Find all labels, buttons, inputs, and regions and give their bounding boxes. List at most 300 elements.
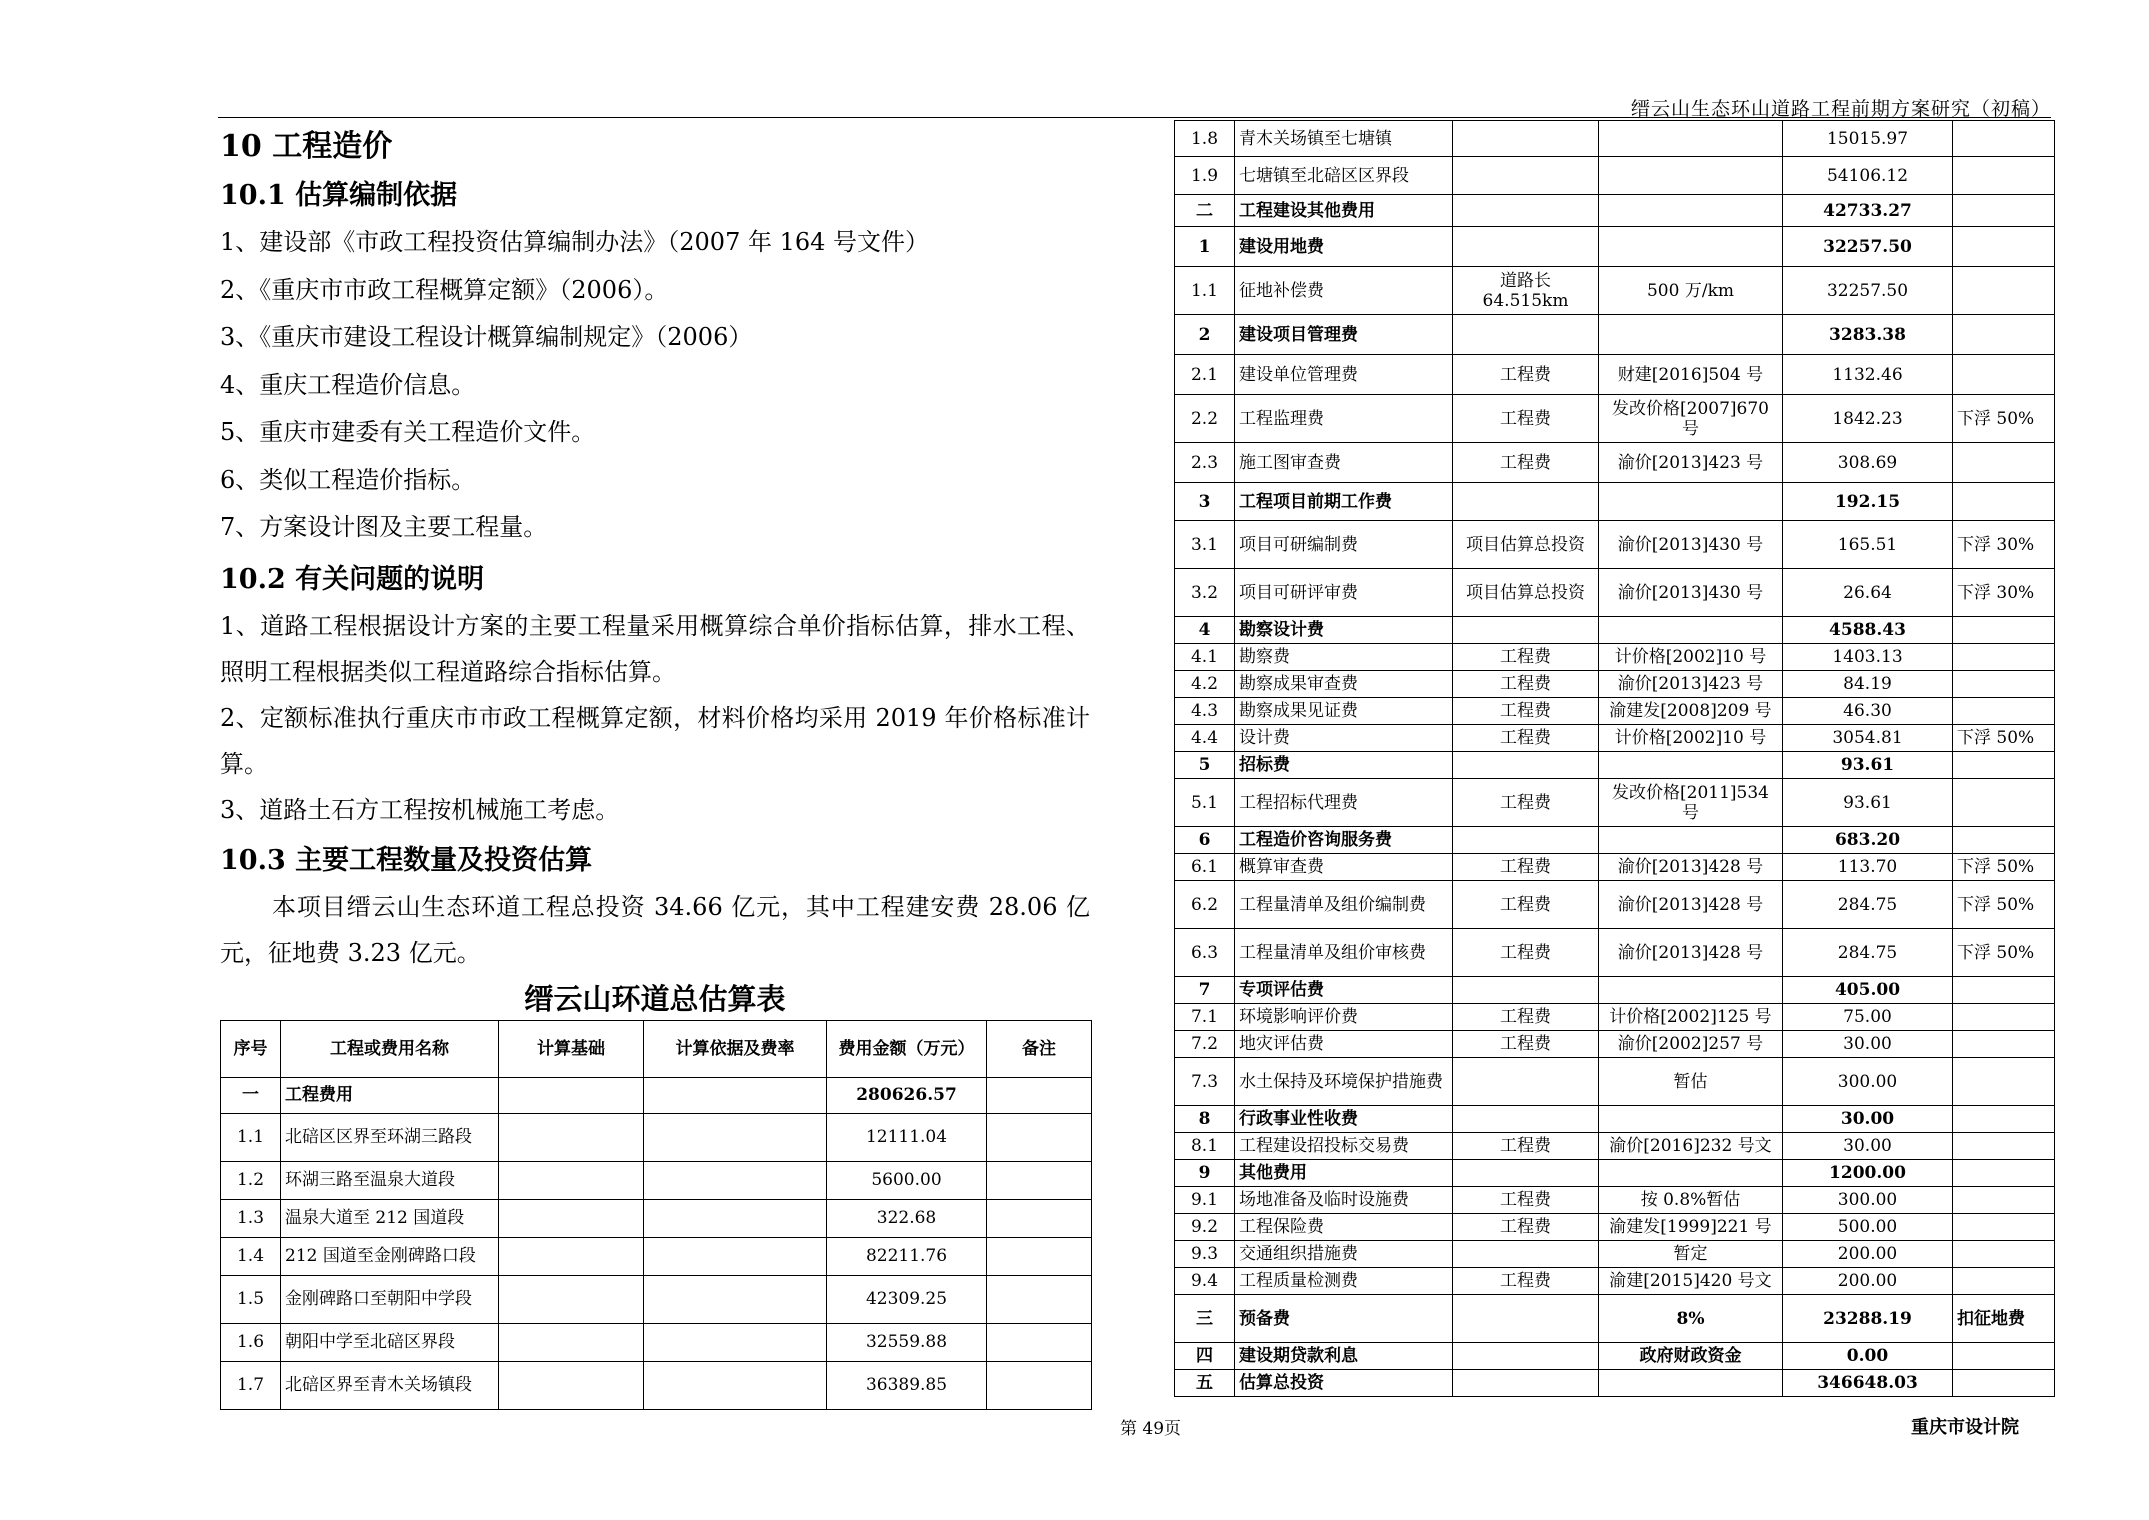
cell-no: 2.2 xyxy=(1175,395,1235,443)
page-number: 第 49页 xyxy=(1120,1419,1182,1439)
basis-item: 3、《重庆市建设工程设计概算编制规定》（2006） xyxy=(220,323,753,351)
basis-item: 6、类似工程造价指标。 xyxy=(220,465,476,494)
cell-note xyxy=(1953,443,2055,483)
cell-no: 2 xyxy=(1175,315,1235,355)
cell-basis: 渝价[2013]430 号 xyxy=(1599,521,1783,569)
cell-base xyxy=(1453,827,1599,854)
table-row xyxy=(1175,671,2055,698)
cell-base: 工程费 xyxy=(1453,671,1599,698)
cell-note xyxy=(987,1077,1092,1113)
cell-base: 工程费 xyxy=(1453,1004,1599,1031)
cell-no: 6.2 xyxy=(1175,881,1235,929)
cell-no: 1.9 xyxy=(1175,157,1235,195)
cell-basis: 渝建发[2008]209 号 xyxy=(1599,698,1783,725)
cell-basis xyxy=(1599,977,1783,1004)
table-row xyxy=(1175,1187,2055,1214)
cell-basis: 渝价[2013]430 号 xyxy=(1599,569,1783,617)
cell-no: 6.1 xyxy=(1175,854,1235,881)
cell-amount: 4588.43 xyxy=(1783,617,1953,644)
table-row xyxy=(1175,1268,2055,1295)
basis-item: 4、重庆工程造价信息。 xyxy=(220,370,476,399)
cell-name: 建设期贷款利息 xyxy=(1235,1343,1453,1370)
cell-name: 温泉大道至 212 国道段 xyxy=(281,1199,499,1237)
note-paragraph: 3、道路土石方工程按机械施工考虑。 xyxy=(220,795,620,824)
table-row xyxy=(1175,644,2055,671)
cell-name: 预备费 xyxy=(1235,1295,1453,1343)
cell-amount: 84.19 xyxy=(1783,671,1953,698)
cell-amount: 82211.76 xyxy=(827,1237,987,1275)
header-rule xyxy=(218,117,2051,118)
cell-base xyxy=(1453,195,1599,227)
cell-no: 1.3 xyxy=(221,1199,281,1237)
cell-name: 招标费 xyxy=(1235,752,1453,779)
cell-amount: 113.70 xyxy=(1783,854,1953,881)
cell-basis xyxy=(1599,827,1783,854)
cell-basis xyxy=(644,1361,827,1409)
cell-name: 工程费用 xyxy=(281,1077,499,1113)
institute-name: 重庆市设计院 xyxy=(1911,1417,2019,1438)
cell-name: 金刚碑路口至朝阳中学段 xyxy=(281,1275,499,1323)
cell-no: 1.4 xyxy=(221,1237,281,1275)
cell-amount: 30.00 xyxy=(1783,1133,1953,1160)
cell-base: 工程费 xyxy=(1453,929,1599,977)
cell-no: 二 xyxy=(1175,195,1235,227)
cell-note xyxy=(987,1199,1092,1237)
cell-note xyxy=(1953,315,2055,355)
table-row xyxy=(221,1361,1092,1409)
cell-name: 朝阳中学至北碚区界段 xyxy=(281,1323,499,1361)
cell-note xyxy=(1953,671,2055,698)
cell-basis xyxy=(644,1199,827,1237)
cell-note: 下浮 50% xyxy=(1953,725,2055,752)
table-row xyxy=(1175,157,2055,195)
cell-basis xyxy=(1599,1370,1783,1397)
cell-amount: 32559.88 xyxy=(827,1323,987,1361)
cell-note xyxy=(1953,779,2055,827)
cell-no: 9.1 xyxy=(1175,1187,1235,1214)
cell-basis: 渝价[2013]423 号 xyxy=(1599,671,1783,698)
table-row xyxy=(1175,881,2055,929)
cell-base: 工程费 xyxy=(1453,644,1599,671)
cell-amount: 3283.38 xyxy=(1783,315,1953,355)
cell-base: 工程费 xyxy=(1453,881,1599,929)
table-row xyxy=(221,1323,1092,1361)
cell-amount: 46.30 xyxy=(1783,698,1953,725)
table-row xyxy=(1175,1004,2055,1031)
cell-no: 4.2 xyxy=(1175,671,1235,698)
cell-note xyxy=(1953,977,2055,1004)
cell-basis: 暂定 xyxy=(1599,1241,1783,1268)
cell-note xyxy=(987,1323,1092,1361)
cell-no: 1.5 xyxy=(221,1275,281,1323)
cell-name: 工程监理费 xyxy=(1235,395,1453,443)
cell-no: 3.1 xyxy=(1175,521,1235,569)
cell-name: 工程建设其他费用 xyxy=(1235,195,1453,227)
cell-amount: 75.00 xyxy=(1783,1004,1953,1031)
cell-note xyxy=(987,1161,1092,1199)
header-cell-basis: 计算依据及费率 xyxy=(644,1020,827,1077)
cell-name: 概算审查费 xyxy=(1235,854,1453,881)
cell-note xyxy=(1953,1133,2055,1160)
section-title-10-1: 10.1 估算编制依据 xyxy=(220,180,458,211)
cell-amount: 192.15 xyxy=(1783,483,1953,521)
table-row xyxy=(221,1199,1092,1237)
cell-base xyxy=(1453,483,1599,521)
cell-no: 6 xyxy=(1175,827,1235,854)
cell-amount: 26.64 xyxy=(1783,569,1953,617)
cell-name: 工程量清单及组价编制费 xyxy=(1235,881,1453,929)
cell-amount: 93.61 xyxy=(1783,752,1953,779)
cell-basis xyxy=(644,1275,827,1323)
cell-note: 下浮 50% xyxy=(1953,881,2055,929)
header-cell-name: 工程或费用名称 xyxy=(281,1020,499,1077)
cell-basis xyxy=(1599,617,1783,644)
cell-basis xyxy=(644,1113,827,1161)
cell-note xyxy=(1953,1058,2055,1106)
table-row xyxy=(1175,483,2055,521)
table-row xyxy=(1175,698,2055,725)
cell-note xyxy=(1953,644,2055,671)
cell-name: 工程造价咨询服务费 xyxy=(1235,827,1453,854)
table-row xyxy=(1175,1106,2055,1133)
cell-base xyxy=(1453,752,1599,779)
cell-name: 场地准备及临时设施费 xyxy=(1235,1187,1453,1214)
cell-no: 1.8 xyxy=(1175,121,1235,157)
cell-note: 扣征地费 xyxy=(1953,1295,2055,1343)
basis-list xyxy=(220,219,1090,552)
cell-amount: 683.20 xyxy=(1783,827,1953,854)
table-row xyxy=(1175,395,2055,443)
cell-note xyxy=(1953,1106,2055,1133)
cell-name: 勘察成果见证费 xyxy=(1235,698,1453,725)
cell-name: 行政事业性收费 xyxy=(1235,1106,1453,1133)
header-cell-note: 备注 xyxy=(987,1020,1092,1077)
basis-item: 2、《重庆市市政工程概算定额》（2006）。 xyxy=(220,275,669,304)
table-row xyxy=(1175,827,2055,854)
cell-note xyxy=(1953,121,2055,157)
cell-base xyxy=(1453,227,1599,267)
cell-amount: 200.00 xyxy=(1783,1268,1953,1295)
table-row xyxy=(1175,1343,2055,1370)
table-row xyxy=(1175,315,2055,355)
cell-name: 工程项目前期工作费 xyxy=(1235,483,1453,521)
table-row xyxy=(1175,569,2055,617)
cell-base xyxy=(1453,1058,1599,1106)
notes-list xyxy=(220,603,1090,833)
cell-base xyxy=(1453,977,1599,1004)
cell-note xyxy=(987,1237,1092,1275)
cell-amount: 15015.97 xyxy=(1783,121,1953,157)
cell-name: 项目可研评审费 xyxy=(1235,569,1453,617)
cell-amount: 322.68 xyxy=(827,1199,987,1237)
cell-name: 建设单位管理费 xyxy=(1235,355,1453,395)
table-row xyxy=(1175,1160,2055,1187)
cell-amount: 42733.27 xyxy=(1783,195,1953,227)
table-header-row xyxy=(221,1020,1092,1077)
cell-base xyxy=(499,1275,644,1323)
cell-base: 项目估算总投资 xyxy=(1453,569,1599,617)
cell-note xyxy=(1953,1187,2055,1214)
cell-amount: 30.00 xyxy=(1783,1106,1953,1133)
table-row xyxy=(1175,121,2055,157)
header-cell-amount: 费用金额（万元） xyxy=(827,1020,987,1077)
cell-basis: 渝价[2013]428 号 xyxy=(1599,854,1783,881)
cell-name: 施工图审查费 xyxy=(1235,443,1453,483)
cell-basis: 渝价[2016]232 号文 xyxy=(1599,1133,1783,1160)
cell-amount: 300.00 xyxy=(1783,1187,1953,1214)
cell-amount: 30.00 xyxy=(1783,1031,1953,1058)
cell-note xyxy=(1953,227,2055,267)
cell-name: 工程保险费 xyxy=(1235,1214,1453,1241)
cell-amount: 300.00 xyxy=(1783,1058,1953,1106)
cell-name: 北碚区区界至环湖三路段 xyxy=(281,1113,499,1161)
header-cell-no: 序号 xyxy=(221,1020,281,1077)
cell-base xyxy=(1453,1343,1599,1370)
table-row xyxy=(1175,443,2055,483)
cell-no: 4.1 xyxy=(1175,644,1235,671)
cell-name: 征地补偿费 xyxy=(1235,267,1453,315)
cell-note: 下浮 50% xyxy=(1953,395,2055,443)
cell-base: 工程费 xyxy=(1453,779,1599,827)
cell-no: 9.3 xyxy=(1175,1241,1235,1268)
cell-base xyxy=(1453,157,1599,195)
table-row xyxy=(221,1113,1092,1161)
cell-amount: 200.00 xyxy=(1783,1241,1953,1268)
table-row xyxy=(1175,267,2055,315)
cell-note xyxy=(1953,483,2055,521)
header-cell-base: 计算基础 xyxy=(499,1020,644,1077)
cell-amount: 32257.50 xyxy=(1783,227,1953,267)
cell-amount: 23288.19 xyxy=(1783,1295,1953,1343)
cell-note: 下浮 30% xyxy=(1953,569,2055,617)
cell-no: 5.1 xyxy=(1175,779,1235,827)
cell-basis: 计价格[2002]10 号 xyxy=(1599,725,1783,752)
table-row xyxy=(1175,1241,2055,1268)
cell-basis: 发改价格[2007]670 号 xyxy=(1599,395,1783,443)
cell-basis xyxy=(1599,195,1783,227)
section-title-10-2: 10.2 有关问题的说明 xyxy=(220,563,485,595)
table-row xyxy=(1175,1133,2055,1160)
cell-note xyxy=(1953,617,2055,644)
cell-name: 北碚区界至青木关场镇段 xyxy=(281,1361,499,1409)
cell-basis: 渝价[2002]257 号 xyxy=(1599,1031,1783,1058)
cell-name: 其他费用 xyxy=(1235,1160,1453,1187)
cell-basis xyxy=(644,1077,827,1113)
cell-note xyxy=(1953,1214,2055,1241)
cell-basis: 暂估 xyxy=(1599,1058,1783,1106)
cell-base xyxy=(499,1361,644,1409)
cell-basis: 政府财政资金 xyxy=(1599,1343,1783,1370)
cell-name: 工程质量检测费 xyxy=(1235,1268,1453,1295)
cell-base: 工程费 xyxy=(1453,1133,1599,1160)
cell-amount: 284.75 xyxy=(1783,881,1953,929)
table-row xyxy=(1175,1031,2055,1058)
cell-no: 6.3 xyxy=(1175,929,1235,977)
cell-base xyxy=(1453,1295,1599,1343)
table-row xyxy=(1175,195,2055,227)
cell-basis xyxy=(1599,315,1783,355)
cell-base xyxy=(499,1199,644,1237)
cell-no: 四 xyxy=(1175,1343,1235,1370)
cell-amount: 346648.03 xyxy=(1783,1370,1953,1397)
cell-name: 青木关场镇至七塘镇 xyxy=(1235,121,1453,157)
cell-note: 下浮 50% xyxy=(1953,929,2055,977)
cell-base: 工程费 xyxy=(1453,1268,1599,1295)
cell-basis: 发改价格[2011]534 号 xyxy=(1599,779,1783,827)
cell-amount: 5600.00 xyxy=(827,1161,987,1199)
cell-amount: 405.00 xyxy=(1783,977,1953,1004)
cell-base xyxy=(1453,1160,1599,1187)
cell-no: 五 xyxy=(1175,1370,1235,1397)
cell-amount: 93.61 xyxy=(1783,779,1953,827)
table-row xyxy=(221,1161,1092,1199)
cell-basis: 计价格[2002]10 号 xyxy=(1599,644,1783,671)
cell-basis xyxy=(1599,121,1783,157)
table-row xyxy=(1175,1214,2055,1241)
cell-no: 3.2 xyxy=(1175,569,1235,617)
cell-name: 七塘镇至北碚区区界段 xyxy=(1235,157,1453,195)
table-row xyxy=(1175,929,2055,977)
cell-base xyxy=(1453,121,1599,157)
cell-name: 212 国道至金刚碑路口段 xyxy=(281,1237,499,1275)
cell-no: 7.3 xyxy=(1175,1058,1235,1106)
cell-amount: 280626.57 xyxy=(827,1077,987,1113)
cell-name: 专项评估费 xyxy=(1235,977,1453,1004)
cell-name: 设计费 xyxy=(1235,725,1453,752)
cell-amount: 308.69 xyxy=(1783,443,1953,483)
basis-item: 7、方案设计图及主要工程量。 xyxy=(220,513,548,541)
cell-base: 工程费 xyxy=(1453,443,1599,483)
cell-no: 1.6 xyxy=(221,1323,281,1361)
cell-amount: 42309.25 xyxy=(827,1275,987,1323)
cell-amount: 1842.23 xyxy=(1783,395,1953,443)
table-row xyxy=(221,1237,1092,1275)
table-row xyxy=(221,1077,1092,1113)
cell-basis: 财建[2016]504 号 xyxy=(1599,355,1783,395)
cell-basis xyxy=(1599,1160,1783,1187)
cell-base: 道路长 64.515km xyxy=(1453,267,1599,315)
estimate-table-left xyxy=(220,1020,1092,1410)
cell-no: 9.4 xyxy=(1175,1268,1235,1295)
cell-name: 工程量清单及组价审核费 xyxy=(1235,929,1453,977)
cell-no: 8 xyxy=(1175,1106,1235,1133)
cell-amount: 36389.85 xyxy=(827,1361,987,1409)
cell-name: 水土保持及环境保护措施费 xyxy=(1235,1058,1453,1106)
cell-note xyxy=(1953,1343,2055,1370)
cell-name: 工程招标代理费 xyxy=(1235,779,1453,827)
cell-no: 2.1 xyxy=(1175,355,1235,395)
cell-note xyxy=(1953,698,2055,725)
table-row xyxy=(1175,854,2055,881)
cell-note: 下浮 50% xyxy=(1953,854,2055,881)
cell-basis xyxy=(1599,1106,1783,1133)
cell-name: 估算总投资 xyxy=(1235,1370,1453,1397)
cell-name: 勘察成果审查费 xyxy=(1235,671,1453,698)
chapter-title: 10 工程造价 xyxy=(220,129,393,164)
cell-no: 4.3 xyxy=(1175,698,1235,725)
table-row xyxy=(1175,1370,2055,1397)
cell-no: 1.2 xyxy=(221,1161,281,1199)
cell-note: 下浮 30% xyxy=(1953,521,2055,569)
cell-note xyxy=(1953,1031,2055,1058)
cell-no: 7.2 xyxy=(1175,1031,1235,1058)
cell-name: 勘察设计费 xyxy=(1235,617,1453,644)
table-row xyxy=(1175,725,2055,752)
cell-basis: 按 0.8%暂估 xyxy=(1599,1187,1783,1214)
cell-no: 7.1 xyxy=(1175,1004,1235,1031)
cell-name: 建设项目管理费 xyxy=(1235,315,1453,355)
cell-basis: 500 万/km xyxy=(1599,267,1783,315)
cell-base xyxy=(1453,1241,1599,1268)
cell-base xyxy=(499,1237,644,1275)
table-row xyxy=(1175,521,2055,569)
cell-basis xyxy=(644,1237,827,1275)
cell-no: 一 xyxy=(221,1077,281,1113)
cell-no: 1.1 xyxy=(1175,267,1235,315)
cell-note xyxy=(987,1361,1092,1409)
cell-name: 地灾评估费 xyxy=(1235,1031,1453,1058)
cell-basis: 计价格[2002]125 号 xyxy=(1599,1004,1783,1031)
cell-base: 工程费 xyxy=(1453,725,1599,752)
cell-name: 勘察费 xyxy=(1235,644,1453,671)
table-row xyxy=(1175,227,2055,267)
table-row xyxy=(1175,1295,2055,1343)
cell-basis: 渝价[2013]428 号 xyxy=(1599,881,1783,929)
cell-base xyxy=(1453,617,1599,644)
table-row xyxy=(1175,617,2055,644)
table-row xyxy=(1175,752,2055,779)
cell-amount: 1200.00 xyxy=(1783,1160,1953,1187)
estimate-table-right xyxy=(1174,120,2055,1397)
cell-basis: 渝价[2013]423 号 xyxy=(1599,443,1783,483)
table-row xyxy=(1175,977,2055,1004)
cell-note xyxy=(1953,1268,2055,1295)
cell-basis: 渝建发[1999]221 号 xyxy=(1599,1214,1783,1241)
table-row xyxy=(221,1275,1092,1323)
cell-base: 工程费 xyxy=(1453,698,1599,725)
cell-no: 3 xyxy=(1175,483,1235,521)
cell-note xyxy=(1953,157,2055,195)
cell-amount: 284.75 xyxy=(1783,929,1953,977)
cell-name: 工程建设招投标交易费 xyxy=(1235,1133,1453,1160)
cell-no: 8.1 xyxy=(1175,1133,1235,1160)
cell-no: 9 xyxy=(1175,1160,1235,1187)
cell-note xyxy=(1953,1241,2055,1268)
cell-note xyxy=(1953,1004,2055,1031)
cell-amount: 1132.46 xyxy=(1783,355,1953,395)
note-paragraph: 1、道路工程根据设计方案的主要工程量采用概算综合单价指标估算，排水工程、照明工程根据类似工程道路综合指标估算。 xyxy=(220,611,1090,686)
cell-basis: 8% xyxy=(1599,1295,1783,1343)
cell-no: 1.7 xyxy=(221,1361,281,1409)
cell-base xyxy=(499,1323,644,1361)
cell-note xyxy=(1953,827,2055,854)
cell-note xyxy=(987,1113,1092,1161)
note-paragraph: 2、定额标准执行重庆市市政工程概算定额，材料价格均采用 2019 年价格标准计算。 xyxy=(220,703,1090,778)
cell-base xyxy=(499,1077,644,1113)
cell-name: 交通组织措施费 xyxy=(1235,1241,1453,1268)
cell-note xyxy=(987,1275,1092,1323)
table-row xyxy=(1175,355,2055,395)
cell-no: 4 xyxy=(1175,617,1235,644)
cell-no: 三 xyxy=(1175,1295,1235,1343)
cell-amount: 500.00 xyxy=(1783,1214,1953,1241)
cell-name: 环境影响评价费 xyxy=(1235,1004,1453,1031)
section-title-10-3: 10.3 主要工程数量及投资估算 xyxy=(220,844,593,876)
cell-name: 项目可研编制费 xyxy=(1235,521,1453,569)
cell-note xyxy=(1953,1370,2055,1397)
cell-base: 工程费 xyxy=(1453,1031,1599,1058)
cell-basis xyxy=(1599,157,1783,195)
